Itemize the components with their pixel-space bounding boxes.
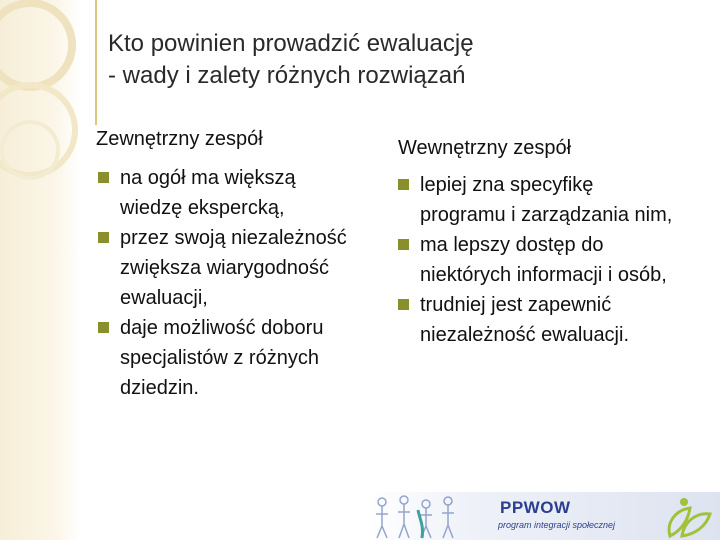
people-illustration-icon: [368, 492, 478, 540]
slide-title: [108, 28, 668, 92]
decorative-left-band: [0, 0, 80, 540]
square-bullet-icon: [398, 179, 409, 190]
square-bullet-icon: [98, 232, 109, 243]
footer-banner: [368, 492, 720, 540]
square-bullet-icon: [398, 299, 409, 310]
right-column-list: [398, 170, 718, 350]
square-bullet-icon: [398, 239, 409, 250]
logo-name: PPWOW: [500, 498, 571, 517]
decorative-circles-icon: [0, 0, 80, 540]
left-column-heading: Zewnętrzny zespół: [96, 128, 263, 150]
list-item: trudniej jest zapewnić niezależność ewaluacji.: [398, 290, 718, 350]
list-item: lepiej zna specyfikę programu i zarządzania nim,: [398, 170, 718, 230]
leaf-logo-icon: [660, 492, 716, 540]
square-bullet-icon: [98, 172, 109, 183]
right-column-heading: Wewnętrzny zespół: [398, 137, 572, 159]
square-bullet-icon: [98, 322, 109, 333]
title-accent-line: [95, 0, 97, 125]
slide-title-line-1: Kto powinien prowadzić ewaluację: [108, 30, 474, 57]
logo-tagline: program integracji społecznej: [498, 520, 616, 530]
slide-title-line-2: - wady i zalety różnych rozwiązań: [108, 62, 466, 89]
left-column-list: [98, 163, 398, 403]
list-item: przez swoją niezależność zwiększa wiarygodność ewaluacji,: [98, 223, 398, 313]
list-item: na ogół ma większą wiedzę ekspercką,: [98, 163, 398, 223]
list-item: ma lepszy dostęp do niektórych informacji i osób,: [398, 230, 718, 290]
list-item: daje możliwość doboru specjalistów z różnych dziedzin.: [98, 313, 398, 403]
